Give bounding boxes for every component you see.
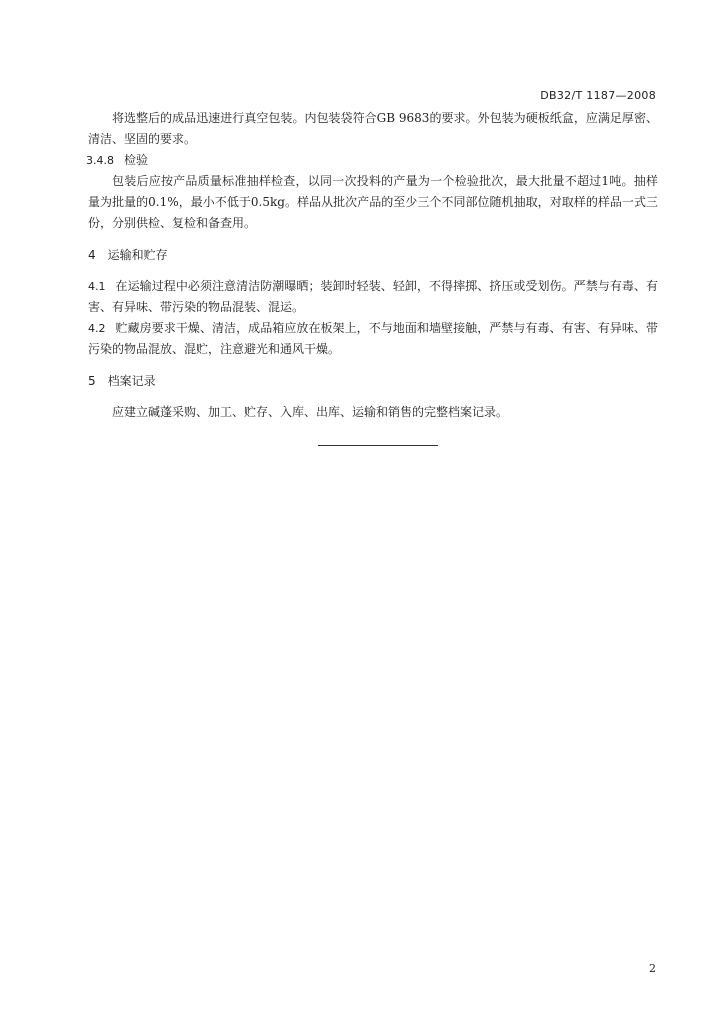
item-4-1-text: 在运输过程中必须注意清洁防潮曝晒；装卸时轻装、轻卸，不得摔掷、挤压或受划伤。严禁与有毒、有害、有异味、带污染的物品混装、混运。 <box>88 279 658 314</box>
item-4-2-text: 贮藏房要求干燥、清洁，成品箱应放在板架上，不与地面和墙壁接触，严禁与有毒、有害、有异味、带污染的物品混放、混贮，注意避光和通风干燥。 <box>88 321 658 356</box>
section-4-title: 运输和贮存 <box>107 248 168 262</box>
inspection-title: 检验 <box>124 153 149 167</box>
page-number: 2 <box>649 962 656 975</box>
inspection-paragraph: 包装后应按产品质量标准抽样检查，以同一次投料的产量为一个检验批次，最大批量不超过1吨。抽样量为批量的0.1%，最小不低于0.5kg。样品从批次产品的至少三个不同部位随机抽取，对取样的样品一式三份，分别供检、复检和备查用。 <box>88 174 658 230</box>
inspection-number: 3.4.8 <box>86 154 114 167</box>
item-4-1-number: 4.1 <box>88 280 106 293</box>
document-body <box>88 108 658 423</box>
inspection-heading <box>86 150 658 171</box>
section-5-heading <box>88 371 658 392</box>
item-4-2 <box>88 318 658 360</box>
section-4-number: 4 <box>88 248 96 262</box>
item-4-2-number: 4.2 <box>88 322 106 335</box>
section-4-heading <box>88 245 658 266</box>
packaging-paragraph: 将选整后的成品迅速进行真空包装。内包装袋符合GB 9683的要求。外包装为硬板纸盒，应满足厚密、清洁、坚固的要求。 <box>88 111 658 146</box>
records-paragraph: 应建立碱蓬采购、加工、贮存、入库、出库、运输和销售的完整档案记录。 <box>112 405 509 419</box>
end-rule <box>318 445 438 446</box>
item-4-1 <box>88 276 658 318</box>
section-5-title: 档案记录 <box>107 374 156 388</box>
standard-code: DB32/T 1187—2008 <box>540 89 656 102</box>
section-5-number: 5 <box>88 374 96 388</box>
